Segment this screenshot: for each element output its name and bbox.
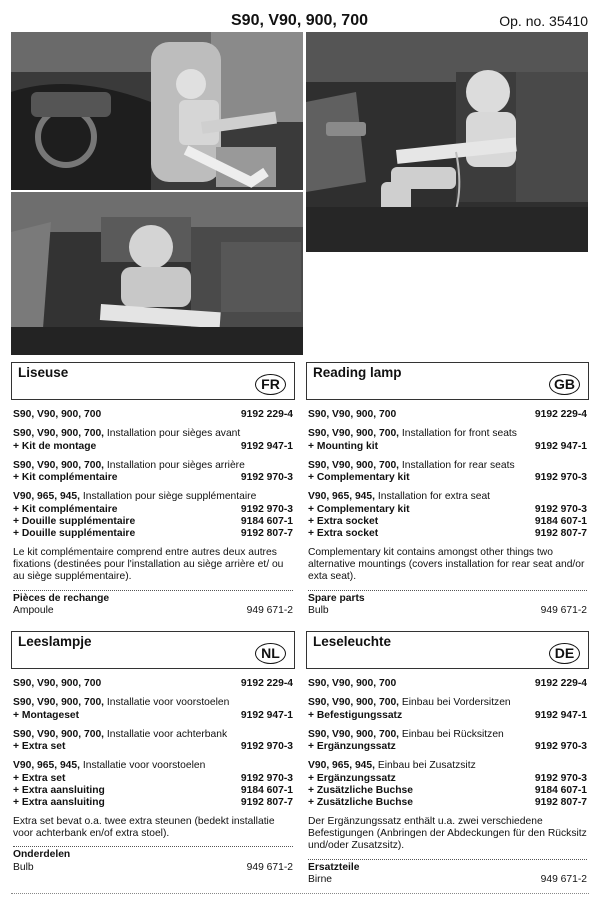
bottom-dotted-divider [11,893,589,894]
language-badge: GB [549,374,580,395]
spare-parts-title: Spare parts [308,592,365,604]
front-install-line: S90, V90, 900, 700, Einbau bei Vordersitzen [308,697,511,709]
extra-item-row: + Douille supplémentaire 9192 807-7 [13,528,293,540]
rear-kit-row: + Extra set 9192 970-3 [13,741,293,753]
page-header [0,10,599,32]
rear-install-line: S90, V90, 900, 700, Einbau bei Rücksitzen [308,728,504,740]
bulb-row: Bulb 949 671-2 [13,861,293,873]
rear-install-line: S90, V90, 900, 700, Installatie voor achterbank [13,728,228,740]
extra-item-row: + Zusätzliche Buchse 9184 607-1 [308,785,587,797]
extra-item-row: + Extra socket 9192 807-7 [308,528,587,540]
language-badge: FR [255,374,286,395]
bulb-row: Birne 949 671-2 [308,873,587,885]
panel-header [306,362,589,400]
spare-parts-title: Onderdelen [13,849,71,861]
description: Extra set bevat o.a. twee extra steunen (bedekt installatie voor achterbank en/of extra stoel). [13,815,275,839]
dotted-divider [308,590,587,591]
extra-item-row: + Kit complémentaire 9192 970-3 [13,503,293,515]
front-kit-row: + Montageset 9192 947-1 [13,709,293,721]
front-kit-row: + Mounting kit 9192 947-1 [308,440,587,452]
bulb-row: Bulb 949 671-2 [308,604,587,616]
extra-item-row: + Extra socket 9184 607-1 [308,516,587,528]
rear-kit-row: + Complementary kit 9192 970-3 [308,472,587,484]
front-install-line: S90, V90, 900, 700, Installation for front seats [308,428,517,440]
rear-install-line: S90, V90, 900, 700, Installation pour sièges arrière [13,459,245,471]
photo-rear-seat-child-reading [306,32,588,252]
bulb-row: Ampoule 949 671-2 [13,604,293,616]
panel-fr [11,362,295,617]
dotted-divider [13,846,293,847]
panel-title: Leeslampje [18,634,92,649]
front-kit-row: + Kit de montage 9192 947-1 [13,440,293,452]
rear-kit-row: + Ergänzungssatz 9192 970-3 [308,741,587,753]
extra-install-line: V90, 965, 945, Installatie voor voorstoelen [13,760,206,772]
front-install-line: S90, V90, 900, 700, Installation pour sièges avant [13,428,241,440]
extra-install-line: V90, 965, 945, Einbau bei Zusatzsitz [308,760,476,772]
model-row: S90, V90, 900, 700 9192 229-4 [308,409,587,420]
panel-title: Liseuse [18,365,69,380]
extra-install-line: V90, 965, 945, Installation for extra seat [308,491,491,503]
dotted-divider [308,859,587,860]
extra-item-row: + Douille supplémentaire 9184 607-1 [13,516,293,528]
dotted-divider [13,590,293,591]
language-badge: NL [255,643,286,664]
panel-gb [306,362,589,617]
spare-parts-title: Pièces de rechange [13,592,110,604]
extra-item-row: + Extra aansluiting 9192 807-7 [13,797,293,809]
extra-item-row: + Ergänzungssatz 9192 970-3 [308,772,587,784]
photo-front-seat-child-reading [11,32,303,190]
rear-kit-row: + Kit complémentaire 9192 970-3 [13,472,293,484]
rear-install-line: S90, V90, 900, 700, Installation for rear seats [308,459,515,471]
panel-title: Leseleuchte [313,634,392,649]
description: Le kit complémentaire comprend entre autres deux autres fixations (destinées pour l'installation au siège arrière et/ ou au siège supplémentaire). [13,546,284,583]
extra-item-row: + Extra aansluiting 9184 607-1 [13,785,293,797]
language-badge: DE [549,643,580,664]
panel-nl [11,631,295,874]
operation-number: Op. no. 35410 [499,13,588,29]
extra-item-row: + Zusätzliche Buchse 9192 807-7 [308,797,587,809]
panel-de [306,631,589,886]
model-row: S90, V90, 900, 700 9192 229-4 [13,409,293,420]
model-row: S90, V90, 900, 700 9192 229-4 [13,678,293,689]
description: Complementary kit contains amongst other things two alternative mountings (covers installation for rear seat and/or exta seat). [308,546,585,583]
extra-item-row: + Extra set 9192 970-3 [13,772,293,784]
panel-header [306,631,589,669]
model-row: S90, V90, 900, 700 9192 229-4 [308,678,587,689]
description: Der Ergänzungssatz enthält u.a. zwei verschiedene Befestigungen (Anbringen der Abdeckungen für den Rücksitz und/oder Zusatzsitz). [308,815,587,852]
spare-parts-title: Ersatzteile [308,861,360,873]
photo-extra-seat-child-reading [11,192,303,355]
page-title: S90, V90, 900, 700 [231,12,368,29]
front-install-line: S90, V90, 900, 700, Installatie voor voorstoelen [13,697,230,709]
panel-header [11,631,295,669]
panel-header [11,362,295,400]
extra-install-line: V90, 965, 945, Installation pour siège supplémentaire [13,491,257,503]
panel-title: Reading lamp [313,365,402,380]
extra-item-row: + Complementary kit 9192 970-3 [308,503,587,515]
front-kit-row: + Befestigungssatz 9192 947-1 [308,709,587,721]
